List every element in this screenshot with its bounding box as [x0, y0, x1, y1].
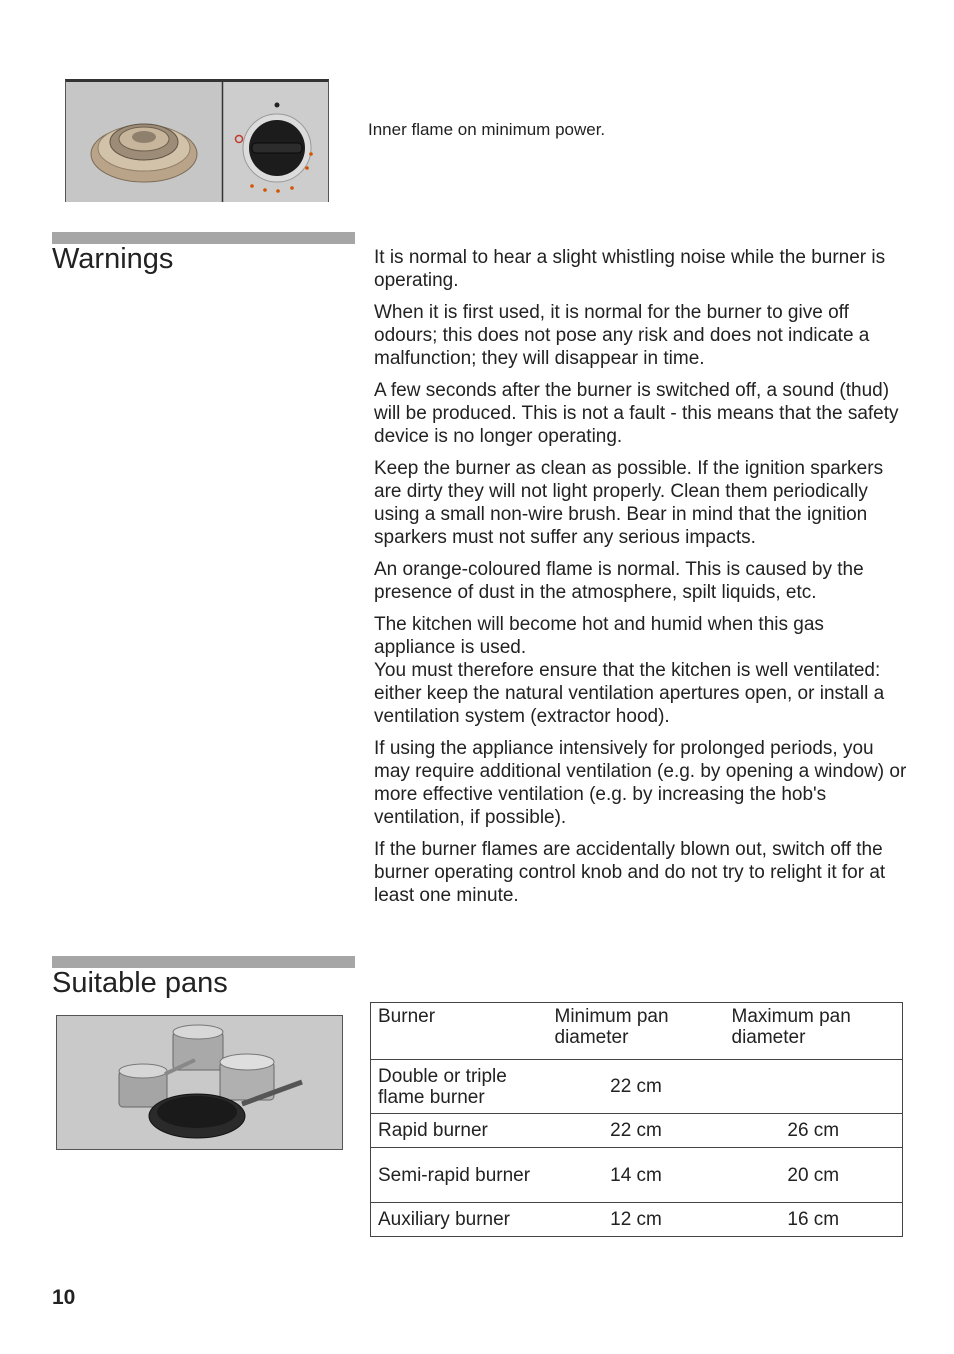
table-row [371, 1114, 903, 1148]
column-header: Maximum pan diameter [725, 1003, 903, 1060]
min-diameter-cell: 12 cm [548, 1203, 725, 1237]
warning-paragraph: It is normal to hear a slight whistling noise while the burner is operating. [374, 247, 886, 291]
warning-paragraph: If the burner flames are accidentally blown out, switch off the burner operating control knob and do not try to relight it for at least one minute. [374, 839, 886, 906]
burner-knob-illustration [65, 79, 329, 202]
pans-illustration [56, 1015, 343, 1150]
burner-cell: Semi-rapid burner [371, 1148, 548, 1203]
burner-cell: Auxiliary burner [371, 1203, 548, 1237]
pans-image [57, 1016, 342, 1149]
max-diameter-cell [725, 1060, 903, 1114]
burner-cell: Double or triple flame burner [371, 1060, 548, 1114]
section-title-pans: Suitable pans [52, 967, 228, 999]
warning-paragraph: The kitchen will become hot and humid when this gas appliance is used. You must therefore ensure that the kitchen is well ventilated: either keep the natural ventilation apertures open, or install a ventilation system (extractor hood). [374, 614, 885, 727]
warning-paragraph: Keep the burner as clean as possible. If the ignition sparkers are dirty they will not light properly. Clean them periodically using a small non-wire brush. Bear in mind that the ignition sparkers must not suffer any serious impacts. [374, 458, 884, 548]
table-row [371, 1203, 903, 1237]
max-diameter-cell: 16 cm [725, 1203, 903, 1237]
min-diameter-cell: 22 cm [548, 1060, 725, 1114]
warning-paragraph: If using the appliance intensively for prolonged periods, you may require additional ventilation (e.g. by opening a window) or more effective ventilation (e.g. by increasing the hob's ventilation, if possible). [374, 738, 907, 828]
page-number: 10 [52, 1286, 76, 1309]
burner-knob-image [66, 82, 328, 202]
min-diameter-cell: 14 cm [548, 1148, 725, 1203]
burner-cell: Rapid burner [371, 1114, 548, 1148]
table-row [371, 1148, 903, 1203]
min-diameter-cell: 22 cm [548, 1114, 725, 1148]
column-header: Minimum pan diameter [548, 1003, 725, 1060]
section-title-warnings: Warnings [52, 243, 174, 275]
max-diameter-cell: 26 cm [725, 1114, 903, 1148]
warning-paragraph: When it is first used, it is normal for the burner to give off odours; this does not pose any risk and does not indicate a malfunction; they will disappear in time. [374, 302, 870, 369]
warning-paragraph: A few seconds after the burner is switched off, a sound (thud) will be produced. This is not a fault - this means that the safety device is no longer operating. [374, 380, 899, 447]
max-diameter-cell: 20 cm [725, 1148, 903, 1203]
pan-diameter-table [370, 1002, 903, 1237]
warnings-body [374, 246, 909, 916]
illustration-caption: Inner flame on minimum power. [368, 120, 606, 139]
table-header-row [371, 1003, 903, 1060]
warning-paragraph: An orange-coloured flame is normal. This is caused by the presence of dust in the atmosphere, spilt liquids, etc. [374, 559, 864, 603]
column-header: Burner [371, 1003, 548, 1060]
table-row [371, 1060, 903, 1114]
